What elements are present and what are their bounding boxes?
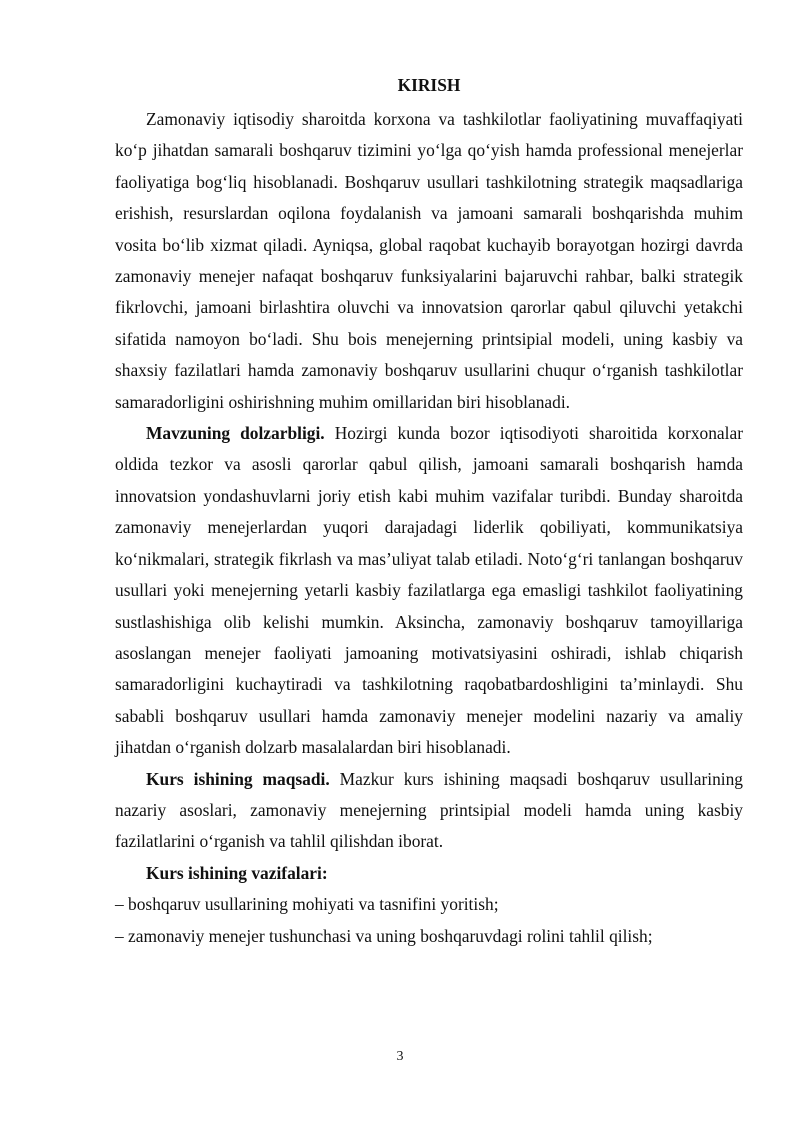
document-page: [115, 70, 743, 952]
task-item: – zamonaviy menejer tushunchasi va uning boshqaruvdagi rolini tahlil qilish;: [115, 925, 653, 946]
intro-paragraph: Zamonaviy iqtisodiy sharoitda korxona va tashkilotlar faoliyatining muvaffaqiyati ko‘p jihatdan samarali boshqaruv tizimini yo‘lga qo‘yish hamda professional menejerlar faoliyatiga bog‘liq hisoblanadi. Boshqaruv usullari tashkilotning strategik maqsadlariga erishish, resurslardan oqilona foydalanish va jamoani samarali boshqarishda muhim vosita bo‘lib xizmat qiladi. Ayniqsa, global raqobat kuchayib borayotgan hozirgi davrda zamonaviy menejer nafaqat boshqaruv funksiyalarini bajaruvchi rahbar, balki strategik fikrlovchi, jamoani birlashtira oluvchi va innovatsion qarorlar qabul qiluvchi yetakchi sifatida namoyon bo‘ladi. Shu bois menejerning printsipial modeli, uning kasbiy va shaxsiy fazilatlari hamda zamonaviy boshqaruv usullarini chuqur o‘rganish tashkilotlar samaradorligini oshirishning muhim omillaridan biri hisoblanadi.: [115, 109, 743, 412]
goal-lead: Kurs ishining maqsadi.: [146, 768, 330, 789]
page-number: 3: [396, 1049, 404, 1064]
tasks-heading: Kurs ishining vazifalari:: [146, 862, 328, 883]
relevance-paragraph: [115, 418, 743, 763]
task-item: – boshqaruv usullarining mohiyati va tasnifini yoritish;: [115, 894, 499, 915]
goal-paragraph: [115, 764, 743, 858]
section-title: KIRISH: [397, 75, 461, 95]
goal-text: Mazkur kurs ishining maqsadi boshqaruv usullarining nazariy asoslari, zamonaviy menejerning printsipial modeli hamda uning kasbiy fazilatlarini o‘rganish va tahlil qilishdan iborat.: [115, 768, 743, 852]
relevance-text: Hozirgi kunda bozor iqtisodiyoti sharoitida korxonalar oldida tezkor va asosli qarorlar qabul qilish, jamoani samarali boshqarish hamda innovatsion yondashuvlarni joriy etish kabi muhim vazifalar turibdi. Bunday sharoitda zamonaviy menejerlardan yuqori darajadagi liderlik qobiliyati, kommunikatsiya ko‘nikmalari, strategik fikrlash va mas’uliyat talab etiladi. Noto‘g‘ri tanlangan boshqaruv usullari yoki menejerning yetarli kasbiy fazilatlarga ega emasligi tashkilot faoliyatining sustlashishiga olib kelishi mumkin. Aksincha, zamonaviy boshqaruv tamoyillariga asoslangan menejer faoliyati jamoaning motivatsiyasini oshiradi, ishlab chiqarish samaradorligini kuchaytiradi va tashkilotning raqobatbardoshligini ta’minlaydi. Shu sababli boshqaruv usullari hamda zamonaviy menejer modelini nazariy va amaliy jihatdan o‘rganish dolzarb masalalardan biri hisoblanadi.: [115, 423, 743, 758]
relevance-lead: Mavzuning dolzarbligi.: [146, 423, 325, 444]
